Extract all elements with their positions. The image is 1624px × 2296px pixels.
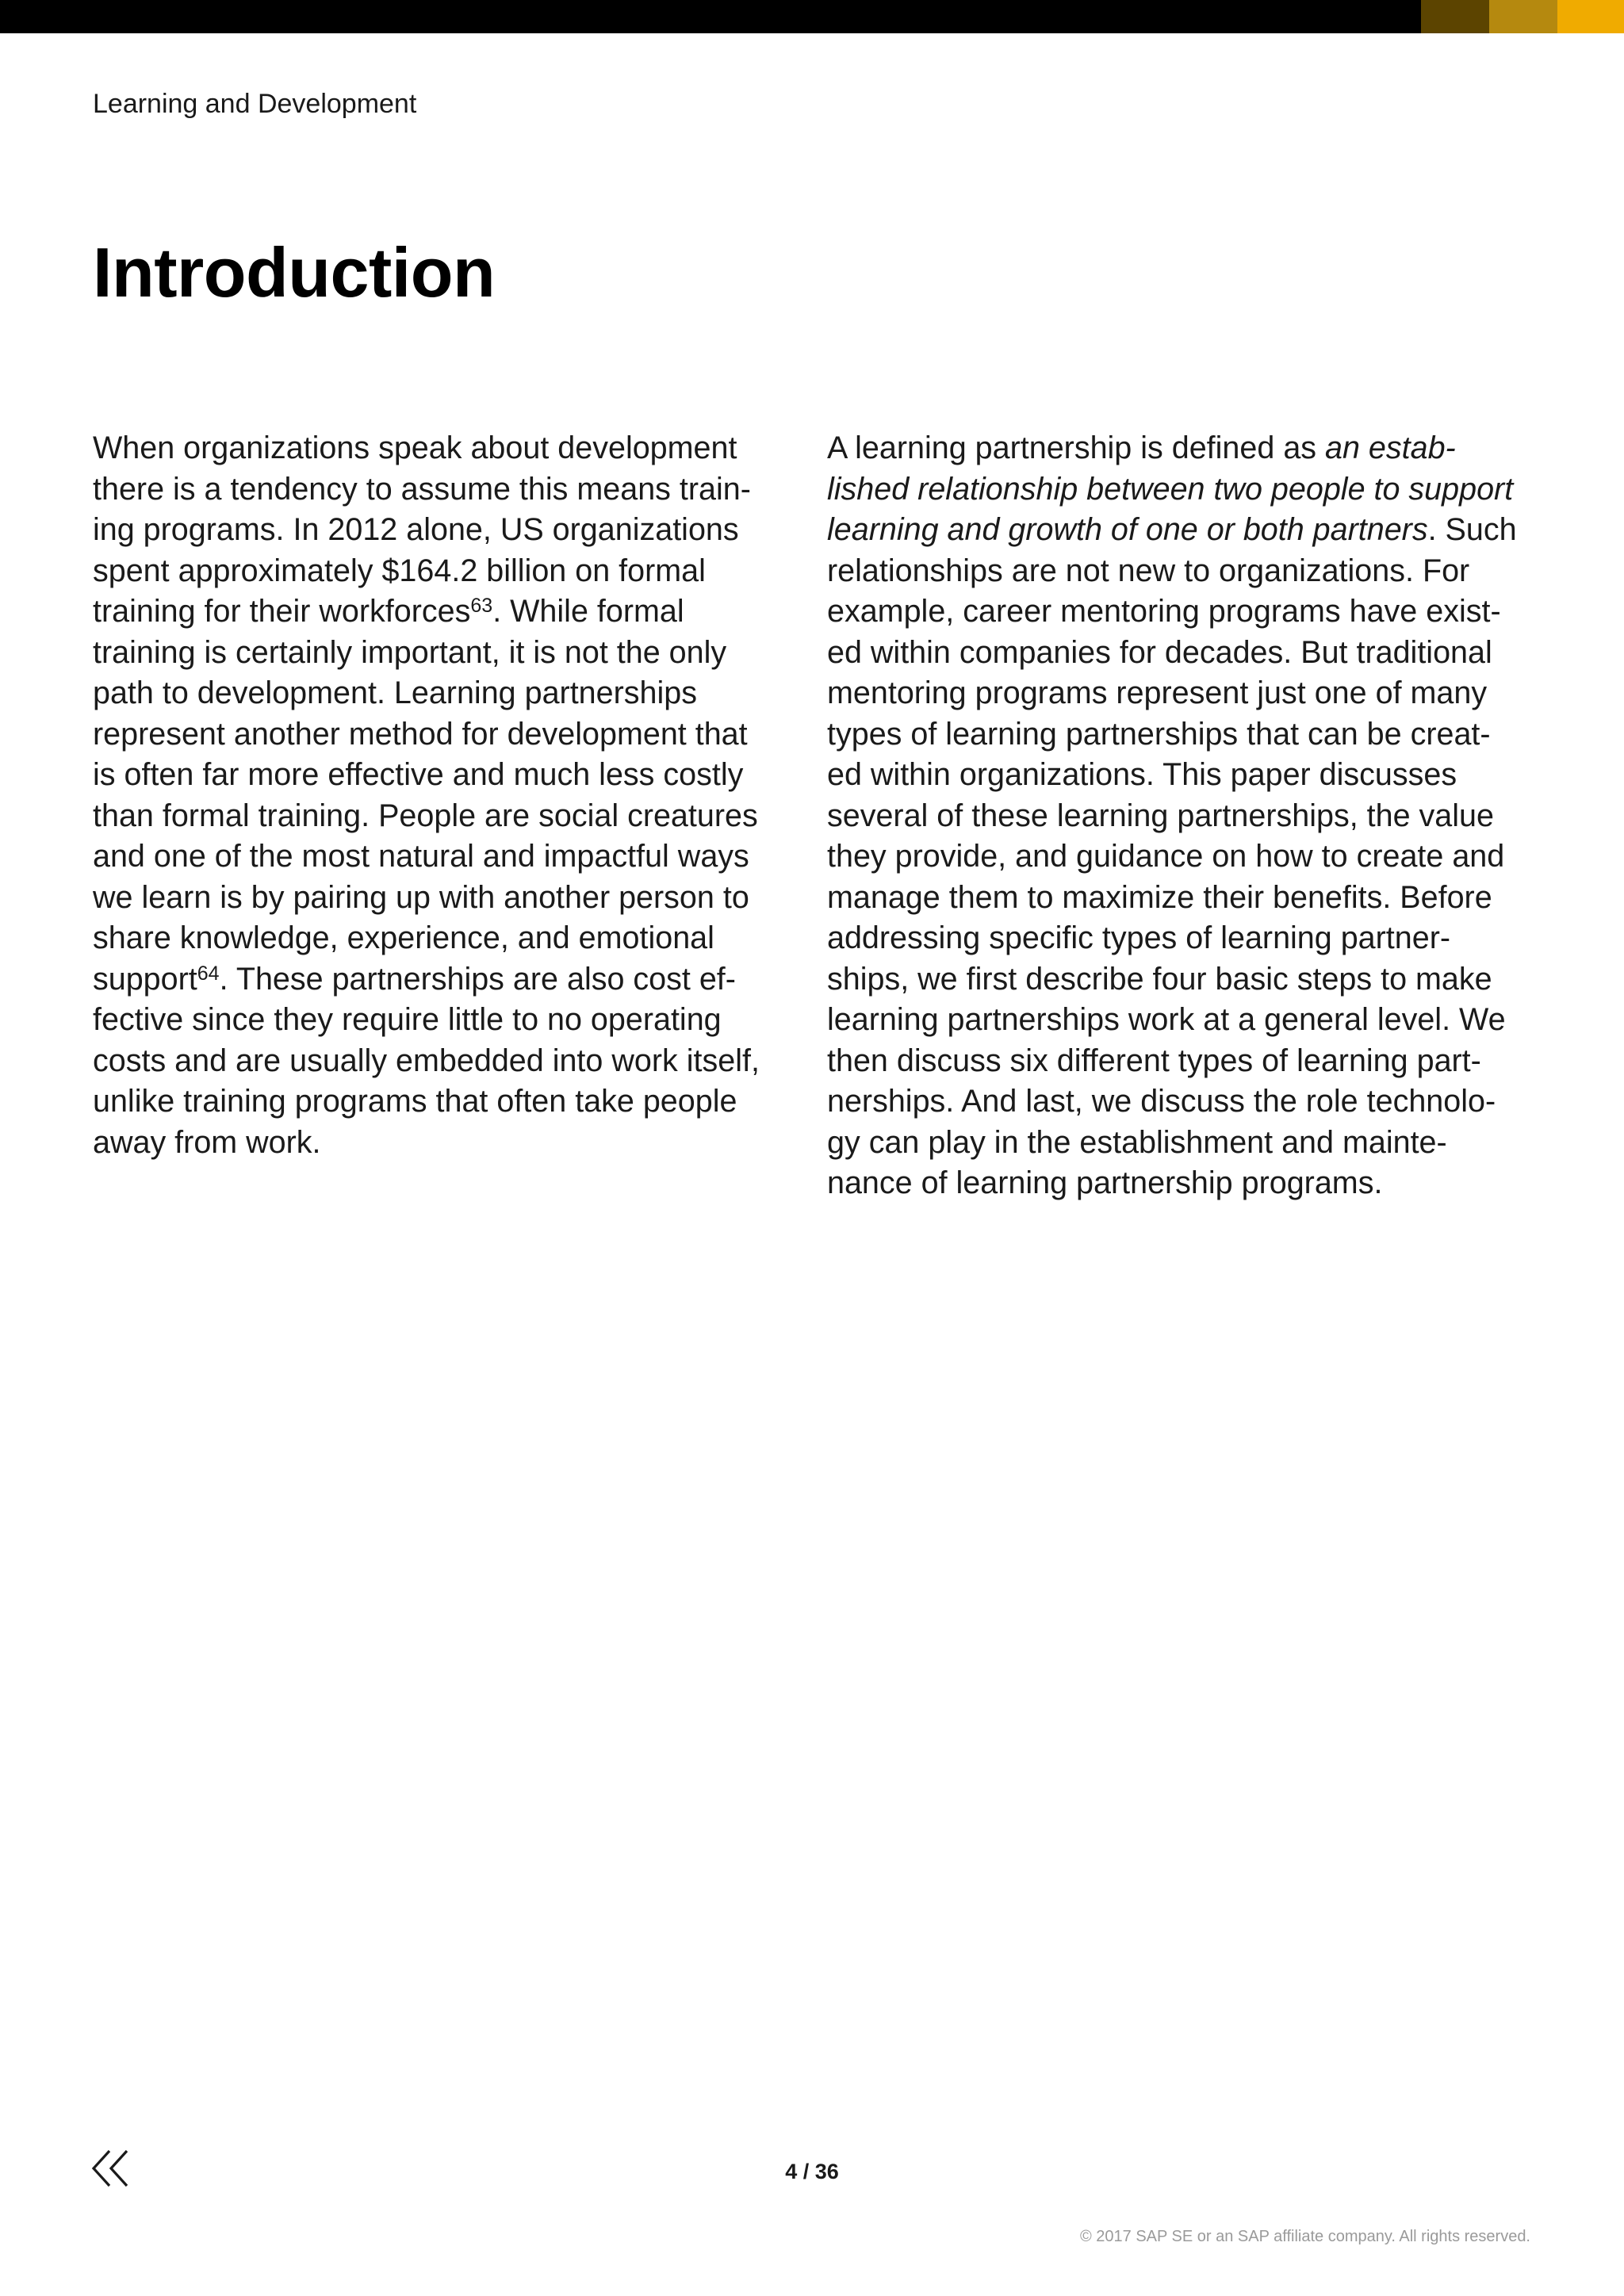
body-line: they provide, and guidance on how to create and	[827, 839, 1505, 874]
body-line: represent another method for development that	[93, 716, 748, 752]
body-line: path to development. Learning partnerships	[93, 675, 697, 710]
page-number: 4 / 36	[785, 2160, 839, 2183]
body-line: and one of the most natural and impactful ways	[93, 839, 749, 874]
left-column	[93, 428, 783, 1163]
definition-text: an estab-	[1325, 430, 1456, 465]
running-header: Learning and Development	[93, 89, 417, 119]
body-line: types of learning partnerships that can be creat-	[827, 716, 1491, 752]
body-line: addressing specific types of learning partner-	[827, 920, 1451, 955]
body-line: is often far more effective and much less costly	[93, 757, 744, 792]
page-title: Introduction	[93, 233, 496, 312]
body-line: learning partnerships work at a general level. We	[827, 1002, 1506, 1037]
body-line: than formal training. People are social creatures	[93, 798, 758, 833]
body-line: costs and are usually embedded into work itself,	[93, 1043, 760, 1078]
top-brand-bar	[0, 0, 1624, 33]
body-line	[93, 591, 783, 633]
footnote-ref-64[interactable]: 64	[197, 962, 220, 985]
definition-text: lished relationship between two people to support	[827, 471, 1514, 507]
body-line: When organizations speak about development	[93, 430, 737, 465]
brand-swatch-mid	[1489, 0, 1557, 33]
body-line: ships, we first describe four basic steps to make	[827, 961, 1492, 997]
body-line: training is certainly important, it is not the only	[93, 634, 727, 670]
body-line	[93, 959, 783, 1001]
body-line: relationships are not new to organizations. For	[827, 553, 1470, 588]
brand-swatch-gold	[1557, 0, 1624, 33]
body-line: nerships. And last, we discuss the role technolo-	[827, 1084, 1496, 1119]
copyright-notice: © 2017 SAP SE or an SAP affiliate company. All rights reserved.	[1079, 2228, 1530, 2245]
body-line: fective since they require little to no operating	[93, 1002, 722, 1037]
definition-text: learning and growth of one or both partners	[827, 512, 1428, 547]
body-line: several of these learning partnerships, the value	[827, 798, 1494, 833]
body-text: support	[93, 961, 197, 997]
body-line: manage them to maximize their benefits. Before	[827, 879, 1492, 915]
body-line: ing programs. In 2012 alone, US organizations	[93, 512, 739, 547]
body-line: unlike training programs that often take people	[93, 1084, 737, 1119]
body-line	[827, 469, 1517, 511]
body-line: example, career mentoring programs have exist-	[827, 594, 1501, 629]
body-line: ed within organizations. This paper discusses	[827, 757, 1457, 792]
body-line: we learn is by pairing up with another person to	[93, 879, 749, 915]
double-chevron-left-icon[interactable]	[89, 2147, 136, 2191]
body-line: then discuss six different types of learning part-	[827, 1043, 1481, 1078]
body-line: spent approximately $164.2 billion on formal	[93, 553, 706, 588]
body-text: A learning partnership is defined as	[827, 430, 1326, 465]
body-line: away from work.	[93, 1124, 321, 1160]
body-text: . Such	[1427, 512, 1517, 547]
right-column	[827, 428, 1517, 1204]
body-line: gy can play in the establishment and mainte-	[827, 1124, 1447, 1160]
body-line	[827, 510, 1517, 551]
body-line: mentoring programs represent just one of many	[827, 675, 1488, 710]
body-text: . While formal	[492, 594, 684, 629]
body-line: nance of learning partnership programs.	[827, 1165, 1383, 1200]
body-line: there is a tendency to assume this means train-	[93, 471, 751, 507]
body-line: share knowledge, experience, and emotional	[93, 920, 714, 955]
body-line: ed within companies for decades. But traditional	[827, 634, 1492, 670]
body-text: . These partnerships are also cost ef-	[219, 961, 736, 997]
footnote-ref-63[interactable]: 63	[470, 595, 493, 617]
body-line	[827, 428, 1517, 469]
brand-swatch-dark	[1421, 0, 1489, 33]
body-text: training for their workforces	[93, 594, 471, 629]
